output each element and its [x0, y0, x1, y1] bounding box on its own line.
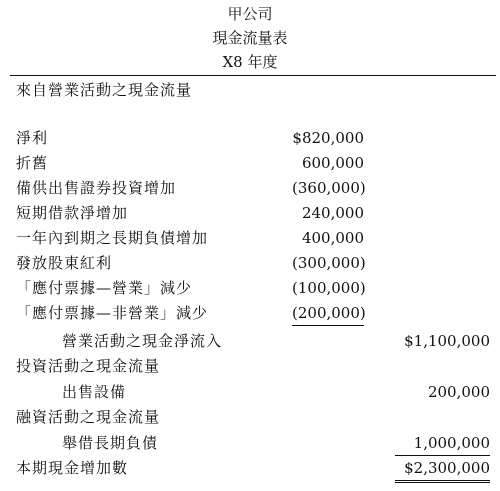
row-label: 出售設備	[62, 383, 127, 401]
row-amount-detail: (200,000)	[292, 301, 364, 326]
table-row	[0, 126, 500, 150]
row-amount-total: 200,000	[427, 383, 490, 401]
statement-title: 現金流量表	[212, 29, 288, 47]
row-label: 來自營業活動之現金流量	[16, 81, 193, 99]
company-name: 甲公司	[227, 5, 273, 23]
row-label: 本期現金增加數	[16, 459, 129, 477]
row-amount-detail: 240,000	[301, 204, 364, 222]
table-row	[0, 176, 500, 200]
table-row	[0, 431, 500, 455]
row-label: 營業活動之現金淨流入	[62, 332, 223, 350]
row-amount-detail: 600,000	[301, 154, 364, 172]
table-row	[0, 100, 500, 124]
row-label: 短期借款淨增加	[16, 204, 129, 222]
row-label: 投資活動之現金流量	[16, 357, 161, 375]
row-amount-detail: (360,000)	[292, 179, 366, 197]
table-row	[0, 251, 500, 275]
table-row	[0, 380, 500, 404]
table-row	[0, 456, 500, 480]
row-label: 「應付票據—營業」減少	[16, 279, 193, 297]
table-row	[0, 276, 500, 300]
row-label: 備供出售證券投資增加	[16, 179, 177, 197]
row-amount-detail: $820,000	[292, 129, 364, 147]
table-row	[0, 354, 500, 378]
row-label: 舉借長期負債	[62, 434, 159, 452]
row-label: 「應付票據—非營業」減少	[16, 304, 209, 322]
row-amount-detail: 400,000	[301, 229, 364, 247]
table-row	[0, 78, 500, 102]
row-label: 融資活動之現金流量	[16, 408, 161, 426]
row-label: 一年內到期之長期負債增加	[16, 229, 209, 247]
row-label: 淨利	[16, 129, 49, 147]
table-row	[0, 226, 500, 250]
header-rule	[10, 75, 496, 76]
table-row	[0, 329, 500, 353]
row-amount-total: $2,300,000	[395, 456, 490, 483]
statement-period: X8 年度	[222, 53, 278, 71]
row-label: 發放股東紅利	[16, 254, 113, 272]
table-row	[0, 201, 500, 225]
row-amount-total: $1,100,000	[404, 332, 490, 350]
row-amount-total: 1,000,000	[395, 431, 490, 456]
table-row	[0, 151, 500, 175]
row-amount-detail: (300,000)	[292, 254, 366, 272]
row-amount-detail: (100,000)	[292, 279, 366, 297]
table-row	[0, 405, 500, 429]
table-row	[0, 301, 500, 325]
row-label: 折舊	[16, 154, 49, 172]
